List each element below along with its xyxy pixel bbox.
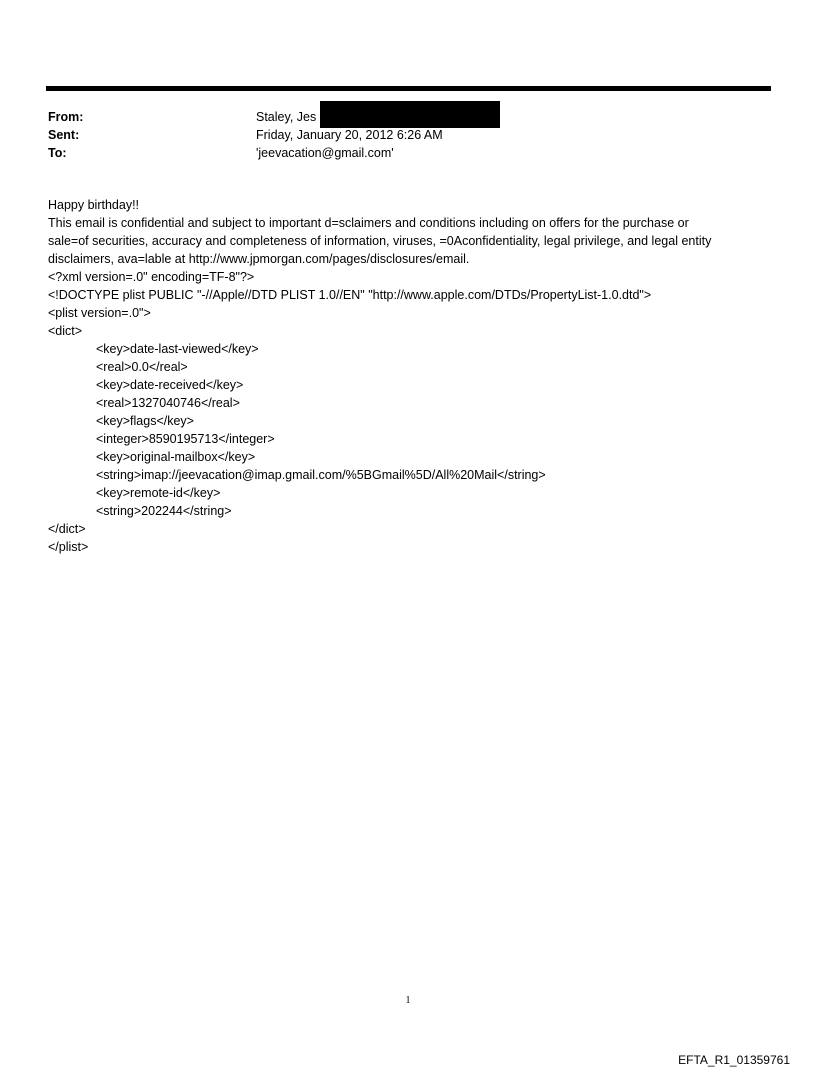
plist-open-tag: <plist version=.0"> bbox=[48, 306, 151, 320]
dict-entry-line: <real>0.0</real> bbox=[96, 360, 188, 374]
xml-declaration: <?xml version=.0" encoding=TF-8"?> bbox=[48, 270, 255, 284]
page-number: 1 bbox=[405, 995, 411, 1006]
to-label: To: bbox=[48, 146, 67, 160]
dict-entry-line: <key>date-last-viewed</key> bbox=[96, 342, 259, 356]
from-name: Staley, Jes bbox=[256, 110, 317, 124]
disclaimer-line: disclaimers, ava=lable at http://www.jpmorgan.com/pages/disclosures/email. bbox=[48, 252, 470, 266]
dict-entry-line: <integer>8590195713</integer> bbox=[96, 432, 275, 446]
sent-label: Sent: bbox=[48, 128, 80, 142]
from-label: From: bbox=[48, 110, 84, 124]
header-divider bbox=[46, 86, 771, 91]
email-body bbox=[48, 196, 768, 556]
disclaimer-line: This email is confidential and subject to important d=sclaimers and conditions including on offers for the purchase or bbox=[48, 216, 689, 230]
dict-entry-line: <key>date-received</key> bbox=[96, 378, 244, 392]
sent-value: Friday, January 20, 2012 6:26 AM bbox=[256, 128, 443, 142]
dict-entry-line: <key>flags</key> bbox=[96, 414, 194, 428]
doctype-line: <!DOCTYPE plist PUBLIC "-//Apple//DTD PLIST 1.0//EN" "http://www.apple.com/DTDs/PropertyList-1.0.dtd"> bbox=[48, 288, 652, 302]
from-value bbox=[256, 108, 500, 128]
to-value: 'jeevacation@gmail.com' bbox=[256, 146, 394, 160]
disclaimer-line: sale=of securities, accuracy and completeness of information, viruses, =0Aconfidentiality, legal privilege, and legal entity bbox=[48, 234, 712, 248]
dict-entry-line: <string>202244</string> bbox=[96, 504, 232, 518]
plist-close-tag: </plist> bbox=[48, 540, 89, 554]
from-row bbox=[48, 108, 768, 126]
sent-row bbox=[48, 126, 768, 144]
redaction-block bbox=[320, 101, 500, 128]
document-id: EFTA_R1_01359761 bbox=[678, 1053, 790, 1067]
dict-entry-line: <real>1327040746</real> bbox=[96, 396, 240, 410]
dict-open-tag: <dict> bbox=[48, 324, 83, 338]
email-header bbox=[48, 108, 768, 162]
dict-entry-line: <string>imap://jeevacation@imap.gmail.com/%5BGmail%5D/All%20Mail</string> bbox=[96, 468, 546, 482]
dict-entry-line: <key>original-mailbox</key> bbox=[96, 450, 256, 464]
dict-close-tag: </dict> bbox=[48, 522, 86, 536]
greeting: Happy birthday!! bbox=[48, 198, 140, 212]
dict-entry-line: <key>remote-id</key> bbox=[96, 486, 221, 500]
to-row bbox=[48, 144, 768, 162]
